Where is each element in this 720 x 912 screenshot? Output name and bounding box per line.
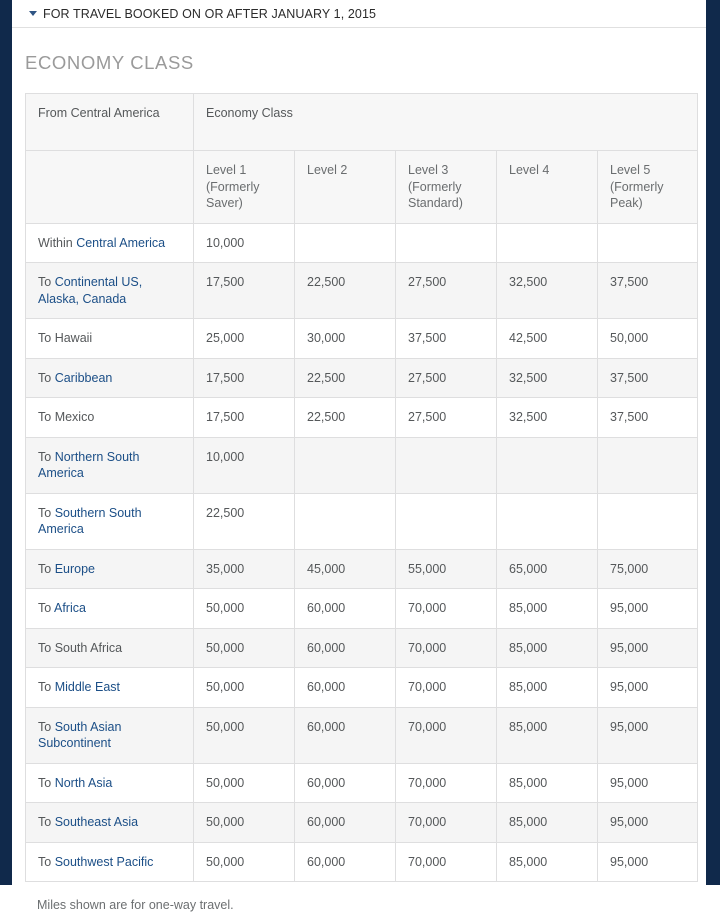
travel-period-accordion-header[interactable] xyxy=(12,0,706,28)
column-header-level-5: Level 5 (Formerly Peak) xyxy=(598,151,698,224)
miles-value-cell: 95,000 xyxy=(598,803,698,843)
miles-value-cell xyxy=(497,223,598,263)
route-prefix: To xyxy=(38,410,55,424)
table-row xyxy=(26,707,698,763)
miles-value-cell: 10,000 xyxy=(194,223,295,263)
route-prefix: To xyxy=(38,640,55,655)
miles-value-cell: 95,000 xyxy=(598,707,698,763)
miles-value-cell: 22,500 xyxy=(295,358,396,398)
miles-value-cell: 85,000 xyxy=(497,707,598,763)
award-chart-container xyxy=(12,74,706,882)
miles-value-cell xyxy=(396,493,497,549)
table-row xyxy=(26,358,698,398)
route-prefix: To xyxy=(38,680,55,694)
miles-value-cell: 65,000 xyxy=(497,549,598,589)
miles-value-cell: 95,000 xyxy=(598,842,698,882)
table-row xyxy=(26,842,698,882)
miles-value-cell: 22,500 xyxy=(194,493,295,549)
miles-value-cell xyxy=(598,223,698,263)
miles-value-cell: 85,000 xyxy=(497,842,598,882)
miles-value-cell: 37,500 xyxy=(396,319,497,359)
destination-link[interactable]: South Asian Subcontinent xyxy=(38,719,122,750)
miles-value-cell: 70,000 xyxy=(396,707,497,763)
destination-text: South Africa xyxy=(54,640,123,655)
travel-period-label: FOR TRAVEL BOOKED ON OR AFTER JANUARY 1, 2015 xyxy=(43,6,377,21)
miles-value-cell: 37,500 xyxy=(598,398,698,438)
route-prefix: To xyxy=(38,505,55,520)
miles-value-cell: 42,500 xyxy=(497,319,598,359)
route-label-cell xyxy=(26,223,194,263)
miles-value-cell: 60,000 xyxy=(295,842,396,882)
column-header-cabin: Economy Class xyxy=(194,94,698,151)
destination-link[interactable]: Northern South America xyxy=(38,449,140,480)
award-chart-table xyxy=(25,93,698,882)
miles-value-cell: 85,000 xyxy=(497,803,598,843)
miles-value-cell: 85,000 xyxy=(497,763,598,803)
miles-value-cell: 70,000 xyxy=(396,668,497,708)
miles-value-cell: 35,000 xyxy=(194,549,295,589)
route-prefix: To xyxy=(38,815,55,829)
route-prefix: Within xyxy=(38,235,77,250)
miles-value-cell: 70,000 xyxy=(396,763,497,803)
miles-value-cell: 60,000 xyxy=(295,589,396,629)
miles-value-cell xyxy=(295,437,396,493)
page-content xyxy=(12,0,706,912)
route-label-cell xyxy=(26,263,194,319)
miles-value-cell: 22,500 xyxy=(295,263,396,319)
miles-value-cell: 32,500 xyxy=(497,263,598,319)
miles-value-cell: 70,000 xyxy=(396,842,497,882)
miles-value-cell: 95,000 xyxy=(598,668,698,708)
miles-value-cell: 17,500 xyxy=(194,398,295,438)
miles-value-cell: 75,000 xyxy=(598,549,698,589)
page-title: ECONOMY CLASS xyxy=(25,52,194,73)
table-row xyxy=(26,589,698,629)
miles-value-cell: 60,000 xyxy=(295,707,396,763)
miles-value-cell: 27,500 xyxy=(396,263,497,319)
table-row xyxy=(26,223,698,263)
destination-text: Mexico xyxy=(54,410,95,424)
route-prefix: To xyxy=(38,775,55,790)
miles-value-cell: 45,000 xyxy=(295,549,396,589)
table-footnote: Miles shown are for one-way travel. xyxy=(37,898,234,912)
table-row xyxy=(26,263,698,319)
route-label-cell xyxy=(26,763,194,803)
column-header-level-3: Level 3 (Formerly Standard) xyxy=(396,151,497,224)
miles-value-cell: 60,000 xyxy=(295,628,396,668)
destination-link[interactable]: Caribbean xyxy=(54,370,113,385)
destination-link[interactable]: Southwest Pacific xyxy=(54,854,154,869)
column-header-level-2: Level 2 xyxy=(295,151,396,224)
route-prefix: To xyxy=(38,275,55,289)
miles-value-cell: 32,500 xyxy=(497,398,598,438)
destination-link[interactable]: North Asia xyxy=(54,775,113,790)
miles-value-cell xyxy=(396,223,497,263)
column-header-level-4: Level 4 xyxy=(497,151,598,224)
miles-value-cell: 95,000 xyxy=(598,589,698,629)
miles-value-cell xyxy=(295,493,396,549)
route-label-cell xyxy=(26,398,194,438)
right-page-rail xyxy=(706,0,720,885)
miles-value-cell xyxy=(497,493,598,549)
route-prefix: To xyxy=(38,719,55,734)
miles-value-cell xyxy=(295,223,396,263)
miles-value-cell: 37,500 xyxy=(598,263,698,319)
route-prefix: To xyxy=(38,601,54,615)
route-label-cell xyxy=(26,803,194,843)
miles-value-cell xyxy=(598,437,698,493)
miles-value-cell xyxy=(598,493,698,549)
miles-value-cell: 17,500 xyxy=(194,358,295,398)
table-body xyxy=(26,223,698,882)
miles-value-cell: 70,000 xyxy=(396,628,497,668)
route-label-cell xyxy=(26,707,194,763)
column-header-level-1: Level 1 (Formerly Saver) xyxy=(194,151,295,224)
destination-link[interactable]: Central America xyxy=(76,235,166,250)
route-label-cell xyxy=(26,493,194,549)
destination-link[interactable]: Continental US, Alaska, Canada xyxy=(38,275,143,306)
left-page-rail xyxy=(0,0,12,885)
miles-value-cell: 22,500 xyxy=(295,398,396,438)
miles-value-cell: 95,000 xyxy=(598,628,698,668)
miles-value-cell: 60,000 xyxy=(295,668,396,708)
miles-value-cell: 50,000 xyxy=(194,668,295,708)
miles-value-cell: 37,500 xyxy=(598,358,698,398)
route-prefix: To xyxy=(38,331,55,345)
table-header-row-cabin xyxy=(26,94,698,151)
miles-value-cell: 17,500 xyxy=(194,263,295,319)
miles-value-cell: 50,000 xyxy=(194,763,295,803)
route-prefix: To xyxy=(38,561,55,576)
miles-value-cell: 70,000 xyxy=(396,803,497,843)
column-header-blank xyxy=(26,151,194,224)
column-header-origin: From Central America xyxy=(26,94,194,151)
miles-value-cell: 27,500 xyxy=(396,398,497,438)
destination-link[interactable]: Africa xyxy=(54,601,86,615)
miles-value-cell: 50,000 xyxy=(194,842,295,882)
destination-link[interactable]: Southeast Asia xyxy=(54,815,139,829)
miles-value-cell xyxy=(396,437,497,493)
table-row xyxy=(26,437,698,493)
table-header-row-levels xyxy=(26,151,698,224)
miles-value-cell: 30,000 xyxy=(295,319,396,359)
route-prefix: To xyxy=(38,449,55,464)
miles-value-cell: 95,000 xyxy=(598,763,698,803)
table-head xyxy=(26,94,698,224)
miles-value-cell: 50,000 xyxy=(194,628,295,668)
table-row xyxy=(26,803,698,843)
miles-value-cell: 50,000 xyxy=(194,589,295,629)
miles-value-cell: 50,000 xyxy=(598,319,698,359)
destination-text: Hawaii xyxy=(54,331,93,345)
destination-link[interactable]: Middle East xyxy=(54,680,120,694)
miles-value-cell: 25,000 xyxy=(194,319,295,359)
route-label-cell xyxy=(26,437,194,493)
miles-value-cell: 50,000 xyxy=(194,803,295,843)
table-row xyxy=(26,398,698,438)
miles-value-cell: 60,000 xyxy=(295,803,396,843)
table-row xyxy=(26,549,698,589)
destination-link[interactable]: Europe xyxy=(54,561,95,576)
miles-value-cell: 85,000 xyxy=(497,668,598,708)
caret-down-icon xyxy=(29,11,37,16)
route-label-cell xyxy=(26,668,194,708)
table-row xyxy=(26,628,698,668)
route-prefix: To xyxy=(38,854,55,869)
route-label-cell xyxy=(26,358,194,398)
route-label-cell xyxy=(26,589,194,629)
miles-value-cell: 85,000 xyxy=(497,628,598,668)
table-row xyxy=(26,763,698,803)
table-row xyxy=(26,493,698,549)
route-label-cell xyxy=(26,842,194,882)
miles-value-cell: 32,500 xyxy=(497,358,598,398)
miles-value-cell: 85,000 xyxy=(497,589,598,629)
miles-value-cell: 70,000 xyxy=(396,589,497,629)
route-prefix: To xyxy=(38,370,55,385)
table-row xyxy=(26,668,698,708)
route-label-cell xyxy=(26,628,194,668)
miles-value-cell xyxy=(497,437,598,493)
miles-value-cell: 27,500 xyxy=(396,358,497,398)
miles-value-cell: 10,000 xyxy=(194,437,295,493)
miles-value-cell: 50,000 xyxy=(194,707,295,763)
route-label-cell xyxy=(26,549,194,589)
table-row xyxy=(26,319,698,359)
miles-value-cell: 60,000 xyxy=(295,763,396,803)
miles-value-cell: 55,000 xyxy=(396,549,497,589)
destination-link[interactable]: Southern South America xyxy=(38,505,142,536)
route-label-cell xyxy=(26,319,194,359)
